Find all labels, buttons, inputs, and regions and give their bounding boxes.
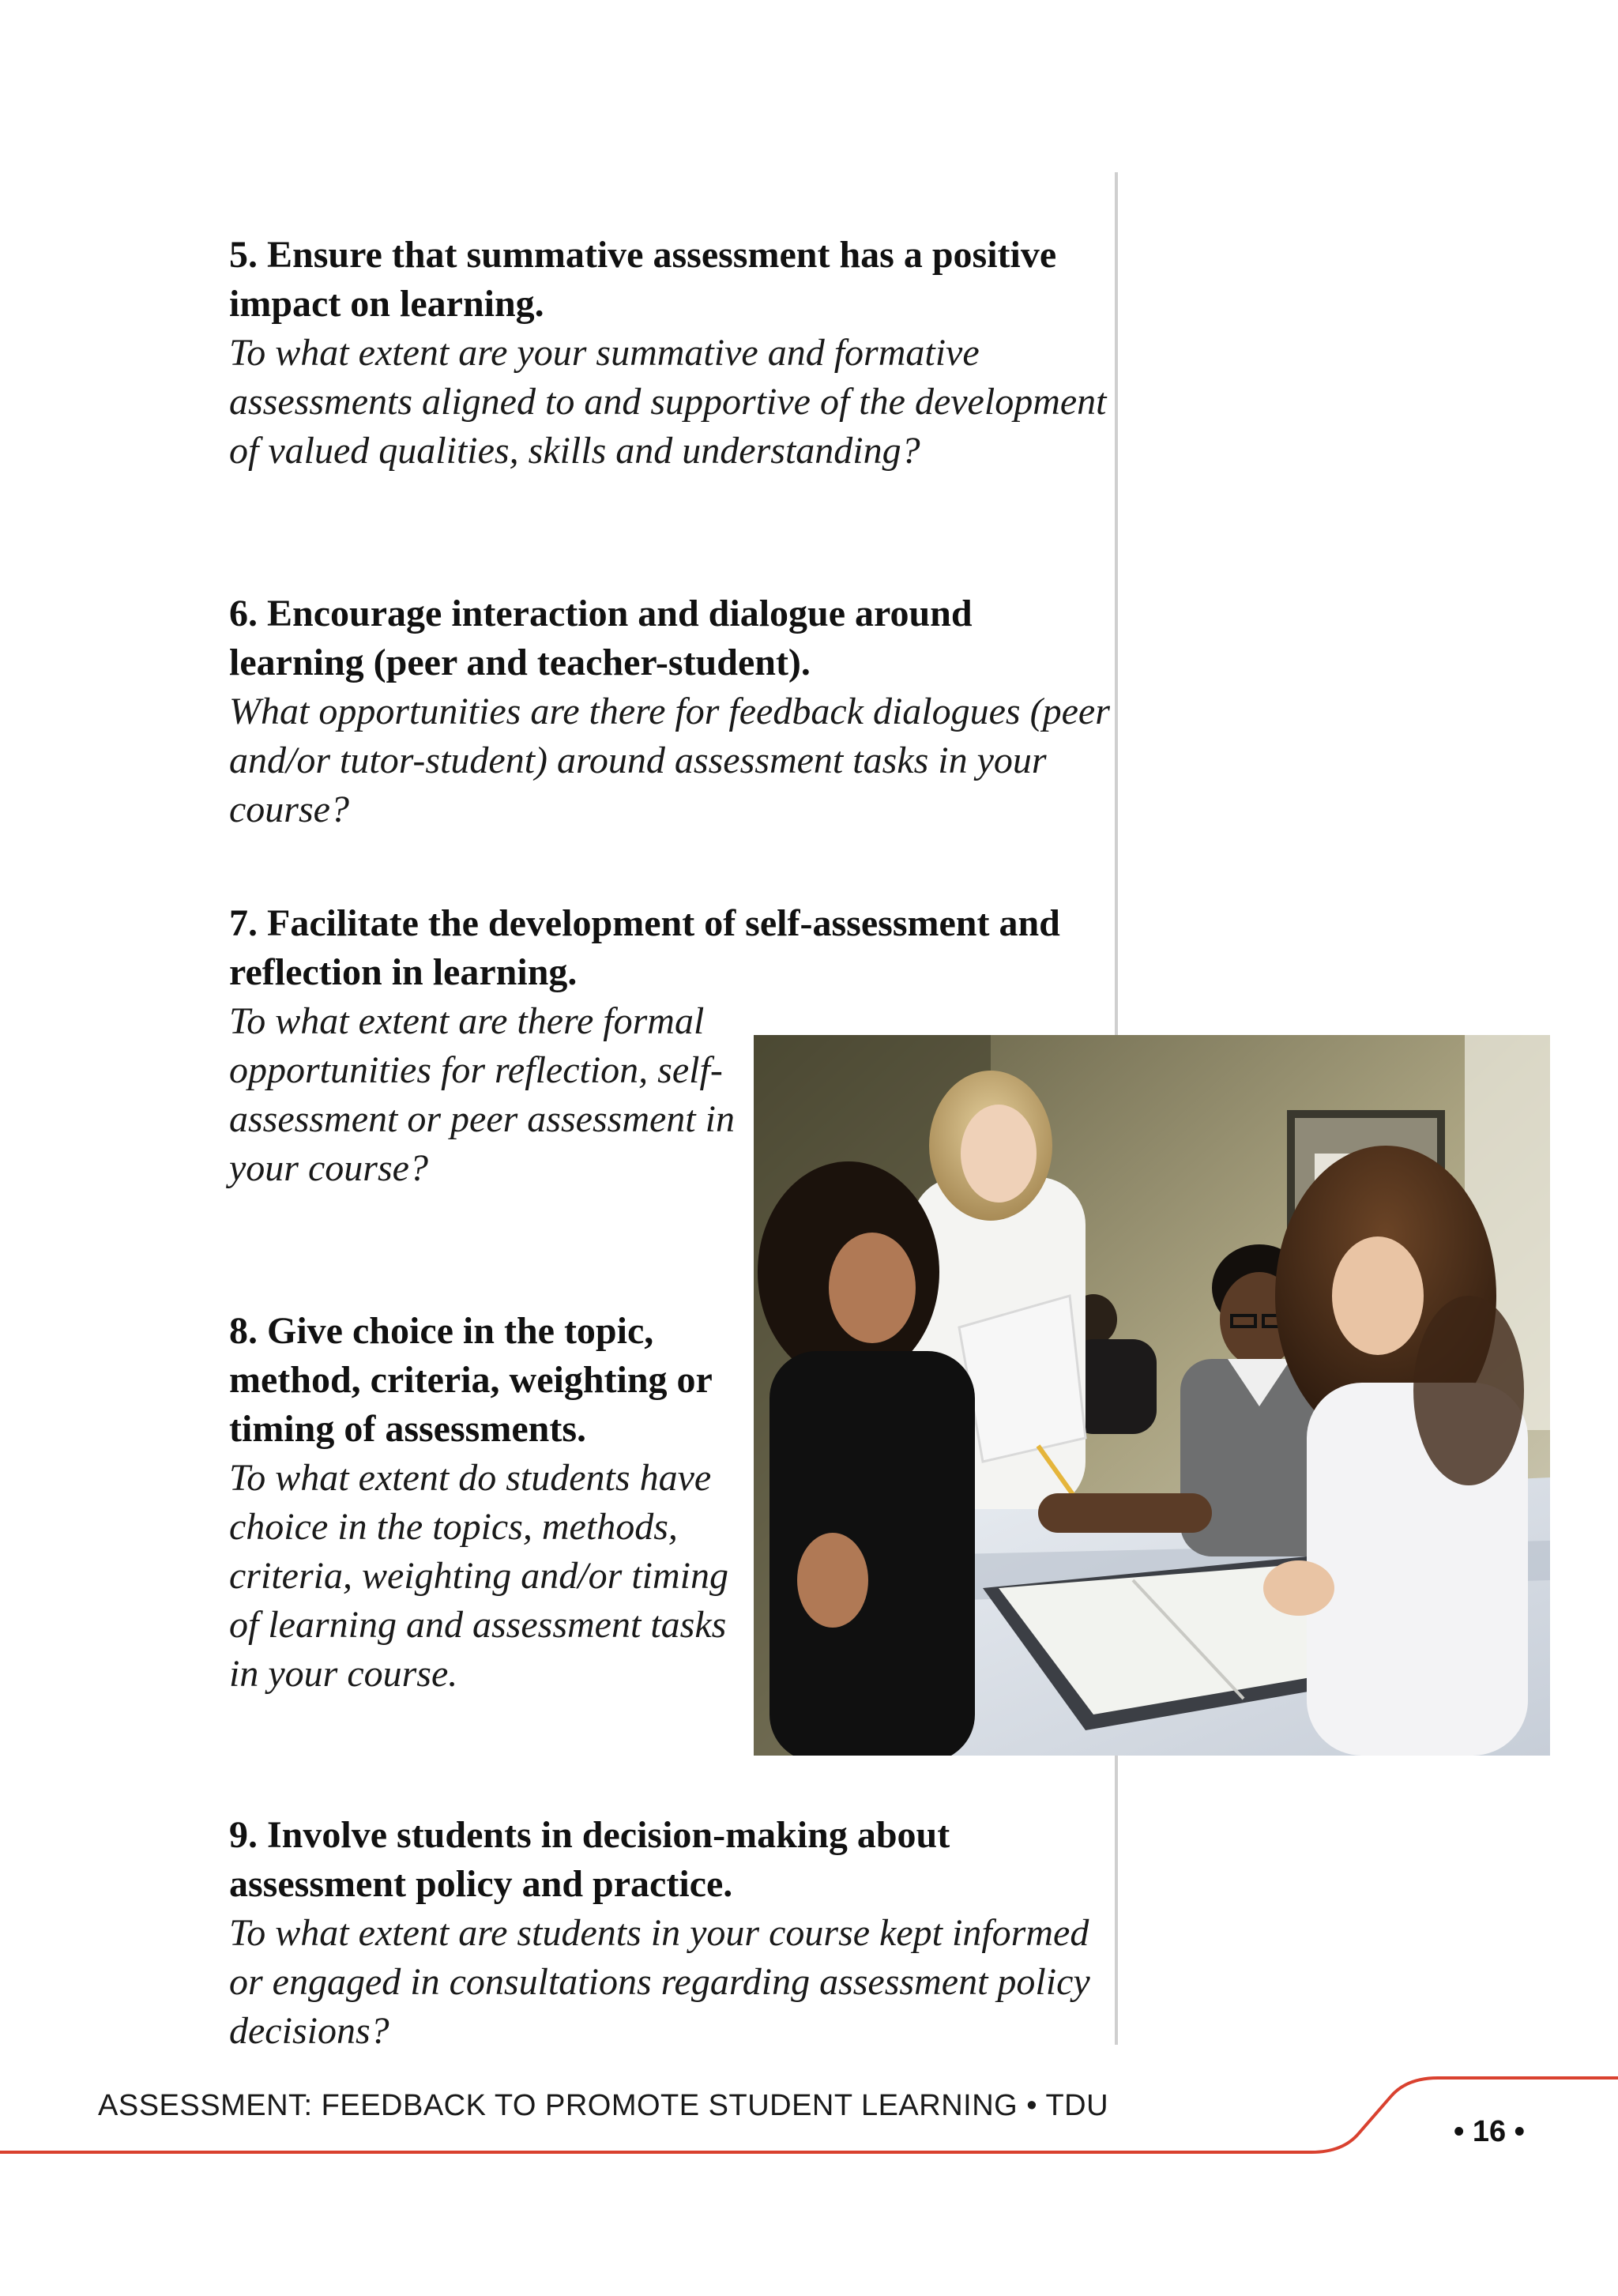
section-5: [229, 231, 1114, 476]
section-heading: 6. Encourage interaction and dialogue around learning (peer and teacher-student).: [229, 593, 973, 683]
section-question: To what extent are students in your course kept informed or engaged in consultations regarding assessment policy decisions?: [229, 1912, 1090, 2052]
section-question: To what extent do students have choice in the topics, methods, criteria, weighting and/or timing of learning and assessment tasks in your course.: [229, 1457, 728, 1695]
students-with-teacher-photo: [754, 1035, 1550, 1756]
section-question: What opportunities are there for feedback dialogues (peer and/or tutor-student) around assessment tasks in your course?: [229, 691, 1110, 830]
section-question: To what extent are there formal opportunities for reflection, self-assessment or peer assessment in your course?: [229, 1000, 735, 1189]
section-8: [229, 1307, 751, 1699]
section-9: [229, 1811, 1114, 2056]
section-6: [229, 589, 1114, 834]
footer-title: ASSESSMENT: FEEDBACK TO PROMOTE STUDENT LEARNING • TDU: [98, 2089, 1109, 2122]
section-heading: 7. Facilitate the development of self-assessment and reflection in learning.: [229, 902, 1060, 993]
section-heading: 9. Involve students in decision-making about assessment policy and practice.: [229, 1814, 950, 1905]
section-question: To what extent are your summative and formative assessments aligned to and supportive of the development of valued qualities, skills and understanding?: [229, 332, 1107, 472]
section-heading: 8. Give choice in the topic, method, criteria, weighting or timing of assessments.: [229, 1310, 712, 1450]
page-number: • 16 •: [1454, 2115, 1525, 2148]
section-heading: 5. Ensure that summative assessment has a positive impact on learning.: [229, 234, 1057, 325]
